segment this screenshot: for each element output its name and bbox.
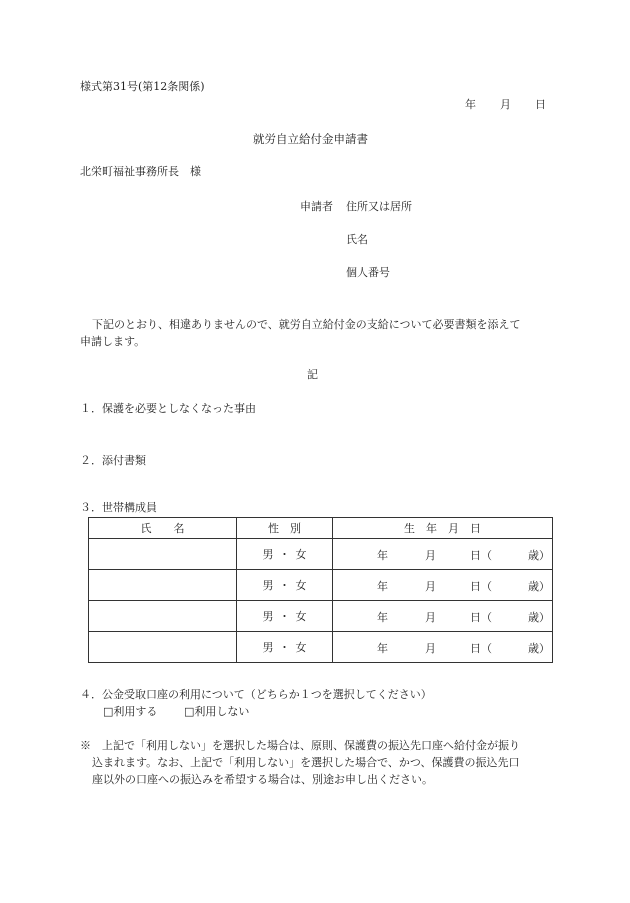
section-attachments: ２．添付書類 <box>80 454 146 467</box>
header-name: 氏 名 <box>89 518 237 539</box>
male-option[interactable]: 男 <box>262 641 274 654</box>
table-row <box>89 601 553 632</box>
dob-cell[interactable] <box>333 632 553 663</box>
applicant-address-label: 住所又は居所 <box>346 200 412 213</box>
dob-month: 月 <box>425 642 436 655</box>
dob-age: 歳） <box>528 611 550 624</box>
intro-line-1: 下記のとおり、相違ありませんので、就労自立給付金の支給について必要書類を添えて <box>92 318 521 331</box>
dob-age: 歳） <box>528 642 550 655</box>
dob-year: 年 <box>377 642 388 655</box>
gender-cell[interactable] <box>237 601 333 632</box>
applicant-label: 申請者 <box>300 200 333 213</box>
section-account: ４．公金受取口座の利用について（どちらか１つを選択してください） <box>80 688 432 701</box>
section-reason: １．保護を必要としなくなった事由 <box>80 402 256 415</box>
table-row <box>89 570 553 601</box>
dob-day: 日（ <box>470 642 492 655</box>
dob-day: 日（ <box>470 580 492 593</box>
female-option[interactable]: 女 <box>295 641 307 654</box>
intro-line-2: 申請します。 <box>80 335 146 348</box>
section-household: ３．世帯構成員 <box>80 501 157 514</box>
male-option[interactable]: 男 <box>262 610 274 623</box>
dob-cell[interactable] <box>333 601 553 632</box>
option-not-use-account[interactable]: □利用しない <box>184 705 250 718</box>
separator-dot: ・ <box>279 610 290 623</box>
date-month-label: 月 <box>500 98 511 111</box>
male-option[interactable]: 男 <box>262 548 274 561</box>
name-cell[interactable] <box>89 632 237 663</box>
dob-cell[interactable] <box>333 570 553 601</box>
addressee: 北栄町福祉事務所長 様 <box>80 165 201 178</box>
gender-cell[interactable] <box>237 632 333 663</box>
dob-month: 月 <box>425 611 436 624</box>
gender-cell[interactable] <box>237 539 333 570</box>
note-line-1: ※ 上記で「利用しない」を選択した場合は、原則、保護費の振込先口座へ給付金が振り <box>80 739 520 752</box>
note-line-2: 込まれます。なお、上記で「利用しない」を選択した場合で、かつ、保護費の振込先口 <box>92 756 520 769</box>
document-title: 就労自立給付金申請書 <box>253 132 368 146</box>
applicant-name-label: 氏名 <box>346 233 368 246</box>
female-option[interactable]: 女 <box>295 579 307 592</box>
name-cell[interactable] <box>89 539 237 570</box>
dob-day: 日（ <box>470 611 492 624</box>
applicant-personal-number-label: 個人番号 <box>346 266 390 279</box>
dob-month: 月 <box>425 580 436 593</box>
ki-heading: 記 <box>307 368 318 381</box>
dob-day: 日（ <box>470 549 492 562</box>
dob-age: 歳） <box>528 580 550 593</box>
female-option[interactable]: 女 <box>295 548 307 561</box>
separator-dot: ・ <box>279 548 290 561</box>
header-gender: 性 別 <box>237 518 333 539</box>
dob-cell[interactable] <box>333 539 553 570</box>
header-dob: 生 年 月 日 <box>333 518 553 539</box>
name-cell[interactable] <box>89 601 237 632</box>
option-use-account[interactable]: □利用する <box>103 705 158 718</box>
dob-year: 年 <box>377 611 388 624</box>
male-option[interactable]: 男 <box>262 579 274 592</box>
table-row <box>89 632 553 663</box>
dob-month: 月 <box>425 549 436 562</box>
gender-cell[interactable] <box>237 570 333 601</box>
dob-age: 歳） <box>528 549 550 562</box>
date-day-label: 日 <box>535 98 546 111</box>
table-row <box>89 539 553 570</box>
table-header-row <box>89 518 553 539</box>
note-line-3: 座以外の口座への振込みを希望する場合は、別途お申し出ください。 <box>92 773 433 786</box>
separator-dot: ・ <box>279 641 290 654</box>
separator-dot: ・ <box>279 579 290 592</box>
form-number: 様式第31号(第12条関係) <box>80 80 205 93</box>
name-cell[interactable] <box>89 570 237 601</box>
dob-year: 年 <box>377 580 388 593</box>
household-members-table <box>88 517 553 663</box>
date-year-label: 年 <box>465 98 476 111</box>
dob-year: 年 <box>377 549 388 562</box>
female-option[interactable]: 女 <box>295 610 307 623</box>
